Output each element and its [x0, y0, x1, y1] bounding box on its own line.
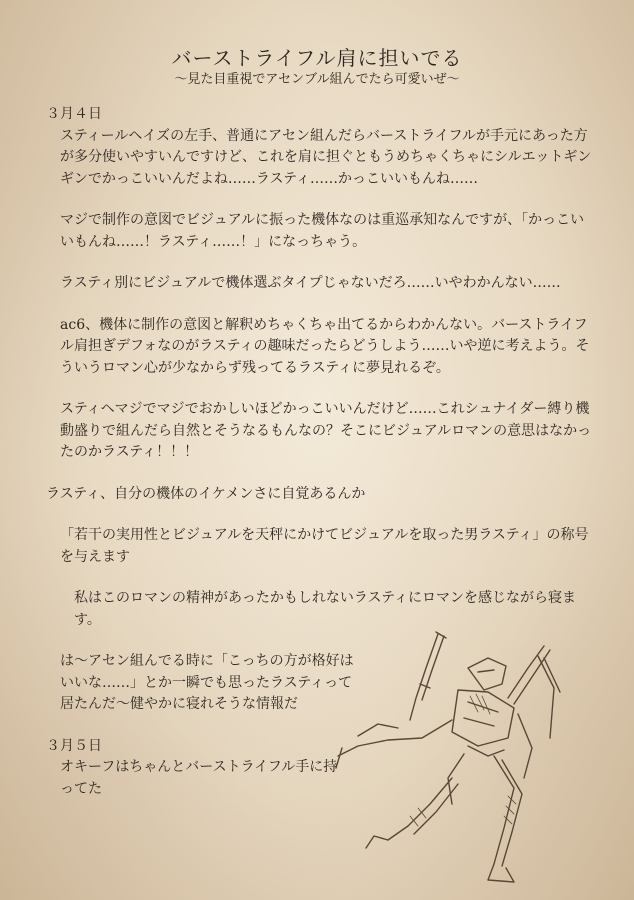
paragraph: ラスティ別にビジュアルで機体選ぶタイプじゃないだろ……いやわかんない…… [60, 275, 561, 291]
paragraph: ac6、機体に制作の意図と解釈めちゃくちゃ出てるからわかんない。バーストライフル肩担ぎデフォなのがラスティの趣味だったらどうしよう……いや逆に考えよう。そういうロマン心が少なからず残ってるラスティに夢見れるぞ。 [60, 316, 590, 376]
paragraph: スティールヘイズの左手、普通にアセン組んだらバーストライフルが手元にあった方が多分使いやすいんですけど、これを肩に担ぐともうめちゃくちゃにシルエットギンギンでかっこいいんだよね……ラスティ……かっこいいもんね…… [60, 127, 592, 187]
paragraph: ラスティ、自分の機体のイケメンさに自覚あるんか [46, 485, 366, 502]
entry-date: ３月４日 [46, 106, 102, 122]
page-subtitle: 〜見た目重視でアセンブル組んでたら可愛いぜ〜 [174, 72, 460, 87]
paragraph: 「若干の実用性とビジュアルを天秤にかけてビジュアルを取った男ラスティ」の称号を与えます [60, 527, 589, 565]
paragraph: マジで制作の意図でビジュアルに振った機体なのは重巡承知なんですが、「かっこいいもんね……！ラスティ……！」になっちゃう。 [60, 212, 585, 250]
paragraph: は〜アセン組んでる時に「こっちの方が格好はいいな……」とか一瞬でも思ったラスティって居たんだ〜健やかに寝れそうな情報だ [60, 653, 354, 712]
page-title: バーストライフル肩に担いでる [171, 46, 463, 70]
paragraph: オキーフはちゃんとバーストライフル手に持ってた [60, 759, 338, 797]
paragraph: 私はこのロマンの精神があったかもしれないラスティにロマンを感じながら寝ます。 [74, 590, 577, 628]
mech-sketch-illustration [318, 628, 568, 890]
paragraph: スティヘマジでマジでおかしいほどかっこいいんだけど……これシュナイダー縛り機動盛りで組んだら自然とそうなるもんなの？そこにビジュアルロマンの意思はなかったのかラスティ！！！ [60, 401, 592, 460]
entry-date: ３月５日 [46, 737, 102, 754]
